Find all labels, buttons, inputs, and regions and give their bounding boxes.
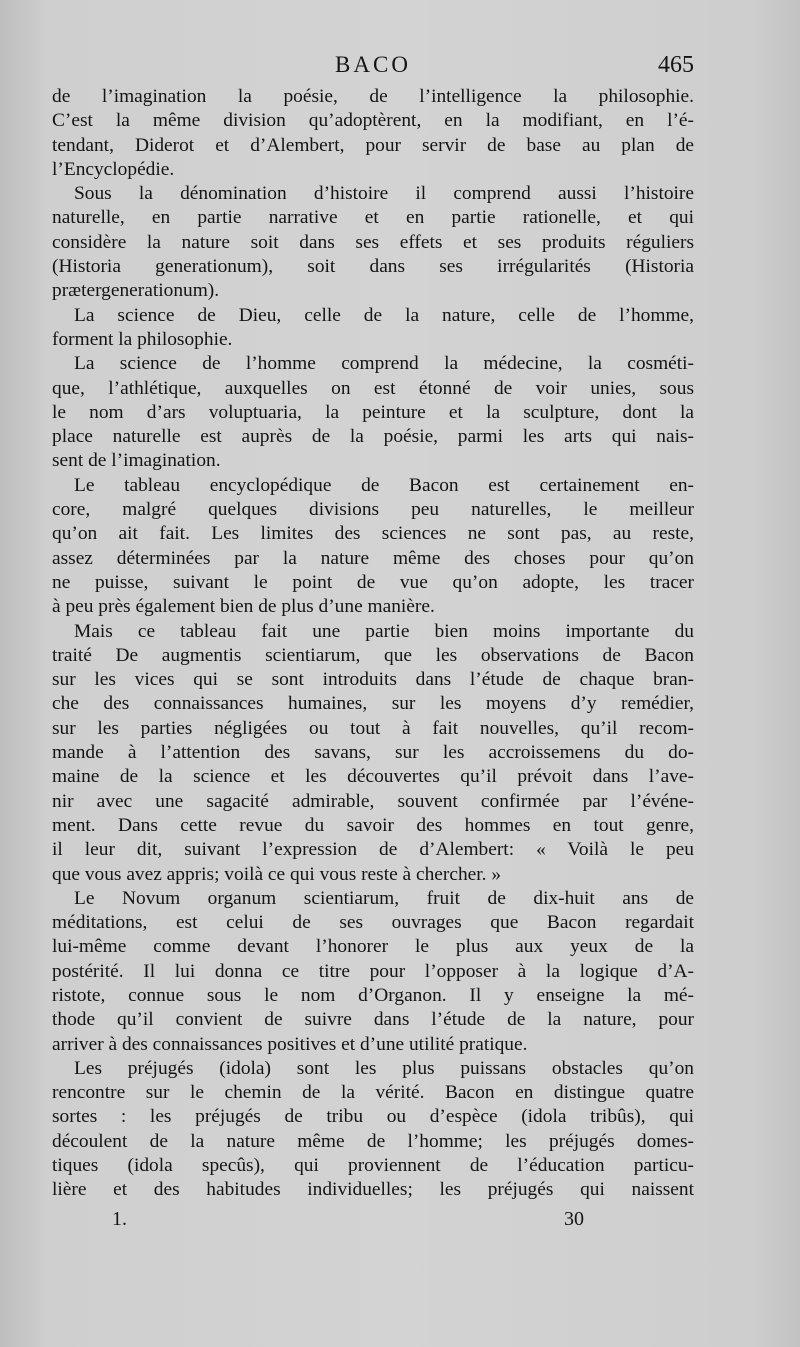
text-line: Le tableau encyclopédique de Bacon est certainement en-	[74, 474, 694, 496]
text-line: tiques (idola specûs), qui proviennent de l’éducation particu-	[52, 1155, 694, 1177]
text-line: assez déterminées par la nature même des choses pour qu’on	[52, 547, 694, 569]
text-line: ment. Dans cette revue du savoir des hommes en tout genre,	[52, 814, 694, 836]
text-line: La science de l’homme comprend la médecine, la cosméti-	[74, 353, 694, 375]
text-line: ristote, connue sous le nom d’Organon. Il y enseigne la mé-	[52, 984, 694, 1006]
text-line: de l’imagination la poésie, de l’intelligence la philosophie.	[52, 86, 694, 107]
text-line: mande à l’attention des savans, sur les accroissemens du do-	[52, 742, 694, 764]
text-line: considère la nature soit dans ses effets et ses produits réguliers	[52, 231, 694, 253]
text-line: nir avec une sagacité admirable, souvent confirmée par l’événe-	[52, 790, 694, 812]
text-line: tendant, Diderot et d’Alembert, pour servir de base au plan de	[52, 134, 694, 156]
text-line: Les préjugés (idola) sont les plus puissans obstacles qu’on	[74, 1057, 694, 1079]
signature-volume: 1.	[112, 1208, 127, 1230]
text-line: che des connaissances humaines, sur les moyens d’y remédier,	[52, 693, 694, 715]
text-line: forment la philosophie.	[52, 328, 233, 350]
page-header	[52, 52, 694, 86]
page-footer	[52, 1208, 694, 1238]
text-line: à peu près également bien de plus d’une manière.	[52, 596, 435, 618]
page-number: 465	[658, 52, 694, 78]
text-line: core, malgré quelques divisions peu naturelles, le meilleur	[52, 499, 694, 521]
text-line: Sous la dénomination d’histoire il comprend aussi l’histoire	[74, 183, 694, 205]
text-line: Le Novum organum scientiarum, fruit de dix-huit ans de	[74, 887, 694, 909]
text-line: place naturelle est auprès de la poésie, parmi les arts qui nais-	[52, 426, 694, 448]
text-line: sent de l’imagination.	[52, 450, 221, 472]
text-line: sortes : les préjugés de tribu ou d’espèce (idola tribûs), qui	[52, 1106, 694, 1128]
text-line: thode qu’il convient de suivre dans l’étude de la nature, pour	[52, 1009, 694, 1031]
text-line: prætergenerationum).	[52, 280, 220, 302]
text-line: traité De augmentis scientiarum, que les observations de Bacon	[52, 644, 694, 666]
text-line: lui-même comme devant l’honorer le plus aux yeux de la	[52, 936, 694, 958]
text-line: que, l’athlétique, auxquelles on est étonné de voir unies, sous	[52, 377, 694, 399]
text-line: lière et des habitudes individuelles; les préjugés qui naissent	[52, 1179, 694, 1201]
text-line: que vous avez appris; voilà ce qui vous reste à chercher. »	[52, 863, 502, 885]
text-line: arriver à des connaissances positives et d’une utilité pratique.	[52, 1033, 528, 1055]
text-line: méditations, est celui de ses ouvrages que Bacon regardait	[52, 912, 694, 934]
text-line: le nom d’ars voluptuaria, la peinture et la sculpture, dont la	[52, 401, 694, 423]
signature-sheet: 30	[564, 1208, 584, 1230]
text-line: sur les vices qui se sont introduits dans l’étude de chaque bran-	[52, 669, 694, 691]
text-line: découlent de la nature même de l’homme; les préjugés domes-	[52, 1130, 694, 1152]
text-line: (Historia generationum), soit dans ses irrégularités (Historia	[52, 256, 694, 278]
text-line: qu’on ait fait. Les limites des sciences ne sont pas, au reste,	[52, 523, 694, 545]
text-line: il leur dit, suivant l’expression de d’Alembert: « Voilà le peu	[52, 839, 694, 861]
text-line: maine de la science et les découvertes qu’il prévoit dans l’ave-	[52, 766, 694, 788]
text-line: postérité. Il lui donna ce titre pour l’opposer à la logique d’A-	[52, 960, 694, 982]
text-line: C’est la même division qu’adoptèrent, en la modifiant, en l’é-	[52, 110, 694, 132]
text-line: l’Encyclopédie.	[52, 158, 175, 180]
text-line: naturelle, en partie narrative et en partie rationelle, et qui	[52, 207, 694, 229]
text-line: La science de Dieu, celle de la nature, celle de l’homme,	[74, 304, 694, 326]
text-line: rencontre sur le chemin de la vérité. Bacon en distingue quatre	[52, 1082, 694, 1104]
text-line: sur les parties négligées ou tout à fait nouvelles, qu’il recom-	[52, 717, 694, 739]
text-line: Mais ce tableau fait une partie bien moins importante du	[74, 620, 694, 642]
body-text	[52, 85, 694, 1203]
running-title: BACO	[335, 52, 411, 77]
text-line: ne puisse, suivant le point de vue qu’on adopte, les tracer	[52, 571, 694, 593]
